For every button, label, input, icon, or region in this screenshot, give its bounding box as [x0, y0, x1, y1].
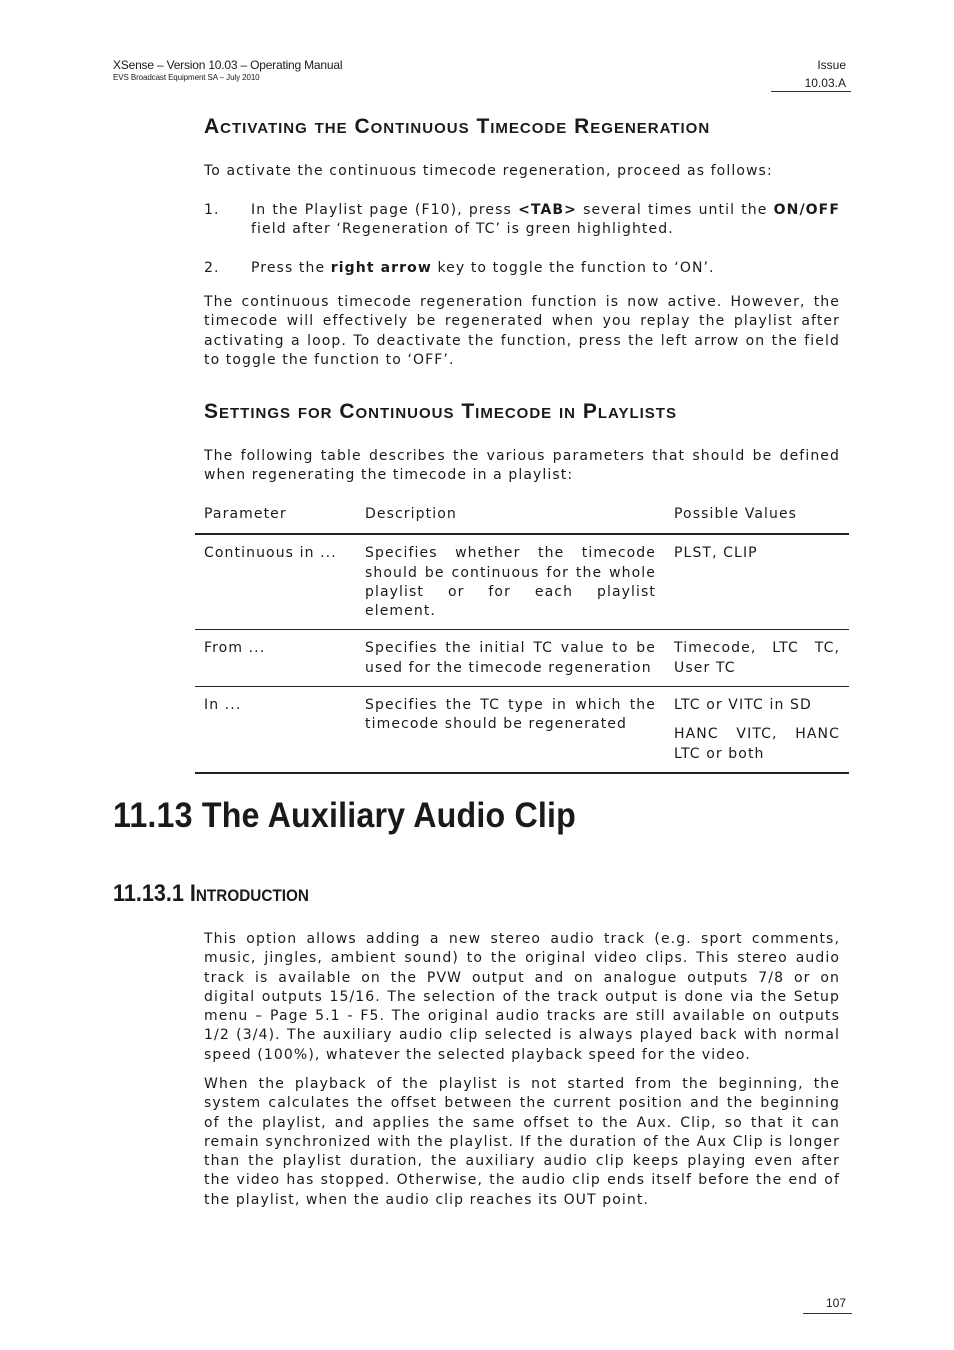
- step-1-text: [251, 201, 840, 240]
- step-1-number: 1.: [204, 202, 220, 218]
- header-rule: [771, 91, 851, 92]
- cell-values: PLST, CLIP: [665, 534, 849, 630]
- right-arrow-key: right arrow: [330, 260, 432, 276]
- cell-parameter: From ...: [195, 630, 356, 687]
- table-row: [195, 687, 849, 773]
- intro-paragraph-1: This option allows adding a new stereo audio track (e.g. sport comments, music, jingles, ambient sound) to the original video clips. This stereo audio track is available on the PVW output and on analogue outputs 7/8 or on digital outputs 15/16. The selection of the track output is done via the Setup menu – Page 5.1 - F5. The original audio tracks are still available on outputs 1/2 (3/4). The auxiliary audio clip selected is always played back with normal speed (100%), whatever the selected playback speed for the video.: [204, 931, 840, 1063]
- cell-description: Specifies whether the timecode should be continuous for the whole playlist or for each playlist element.: [356, 534, 665, 630]
- value-option-1: LTC or VITC in SD: [674, 697, 812, 714]
- document-title: XSense – Version 10.03 – Operating Manual: [113, 58, 343, 72]
- step-2-number: 2.: [204, 260, 220, 276]
- chapter-heading: 11.13 The Auxiliary Audio Clip: [113, 796, 577, 835]
- cell-parameter: In ...: [195, 687, 356, 773]
- heading-settings: Settings for Continuous Timecode in Playlists: [204, 400, 677, 423]
- intro-paragraph-2: When the playback of the playlist is not started from the beginning, the system calculates the offset between the current position and the beginning of the playlist, and applies the same offset to the Aux. Clip, so that it can remain synchronized with the playlist. If the duration of the Aux Clip is longer than the playlist duration, the auxiliary audio clip keeps playing even after the video has stopped. Otherwise, the audio clip ends itself before the end of the playlist, when the audio clip reaches its OUT point.: [204, 1076, 840, 1208]
- step-1-text-b: several times until the: [577, 202, 774, 218]
- step-1-text-a: In the Playlist page (F10), press: [251, 202, 519, 218]
- heading-activating: Activating the Continuous Timecode Regeneration: [204, 115, 711, 138]
- cell-values: [665, 687, 849, 773]
- heading-introduction: 11.13.1 Introduction: [113, 880, 309, 907]
- value-option-2: HANC VITC, HANC LTC or both: [674, 726, 840, 762]
- activating-intro: To activate the continuous timecode regeneration, proceed as follows:: [204, 163, 773, 179]
- cell-values: Timecode, LTC TC, User TC: [665, 630, 849, 687]
- step-2-text-a: Press the: [251, 260, 331, 276]
- page-number: 107: [825, 1296, 846, 1310]
- table-row: [195, 630, 849, 687]
- cell-parameter: Continuous in ...: [195, 534, 356, 630]
- tab-key: <TAB>: [518, 202, 578, 218]
- activating-result: The continuous timecode regeneration function is now active. However, the timecode will effectively be regenerated when you replay the playlist after activating a loop. To deactivate the function, press the left arrow on the field to toggle the function to ‘OFF’.: [204, 294, 840, 368]
- table-row: [195, 534, 849, 630]
- issue-number: 10.03.A: [804, 76, 846, 90]
- step-1-text-c: field after ‘Regeneration of TC’ is green highlighted.: [251, 221, 674, 238]
- col-header-description: Description: [356, 498, 665, 534]
- settings-intro: The following table describes the various parameters that should be defined when regenerating the timecode in a playlist:: [204, 448, 840, 484]
- step-2-text-b: key to toggle the function to ‘ON’.: [431, 260, 715, 276]
- issue-label: Issue: [817, 58, 846, 72]
- table-header-row: [195, 498, 849, 534]
- cell-description: Specifies the TC type in which the timecode should be regenerated: [356, 687, 665, 773]
- step-2-text: [251, 259, 840, 278]
- col-header-values: Possible Values: [665, 498, 849, 534]
- on-off-field: ON/OFF: [773, 202, 840, 218]
- cell-description: Specifies the initial TC value to be used for the timecode regeneration: [356, 630, 665, 687]
- col-header-parameter: Parameter: [195, 498, 356, 534]
- parameters-table: [195, 498, 849, 774]
- footer-rule: [803, 1313, 852, 1314]
- document-publisher: EVS Broadcast Equipment SA – July 2010: [113, 73, 260, 82]
